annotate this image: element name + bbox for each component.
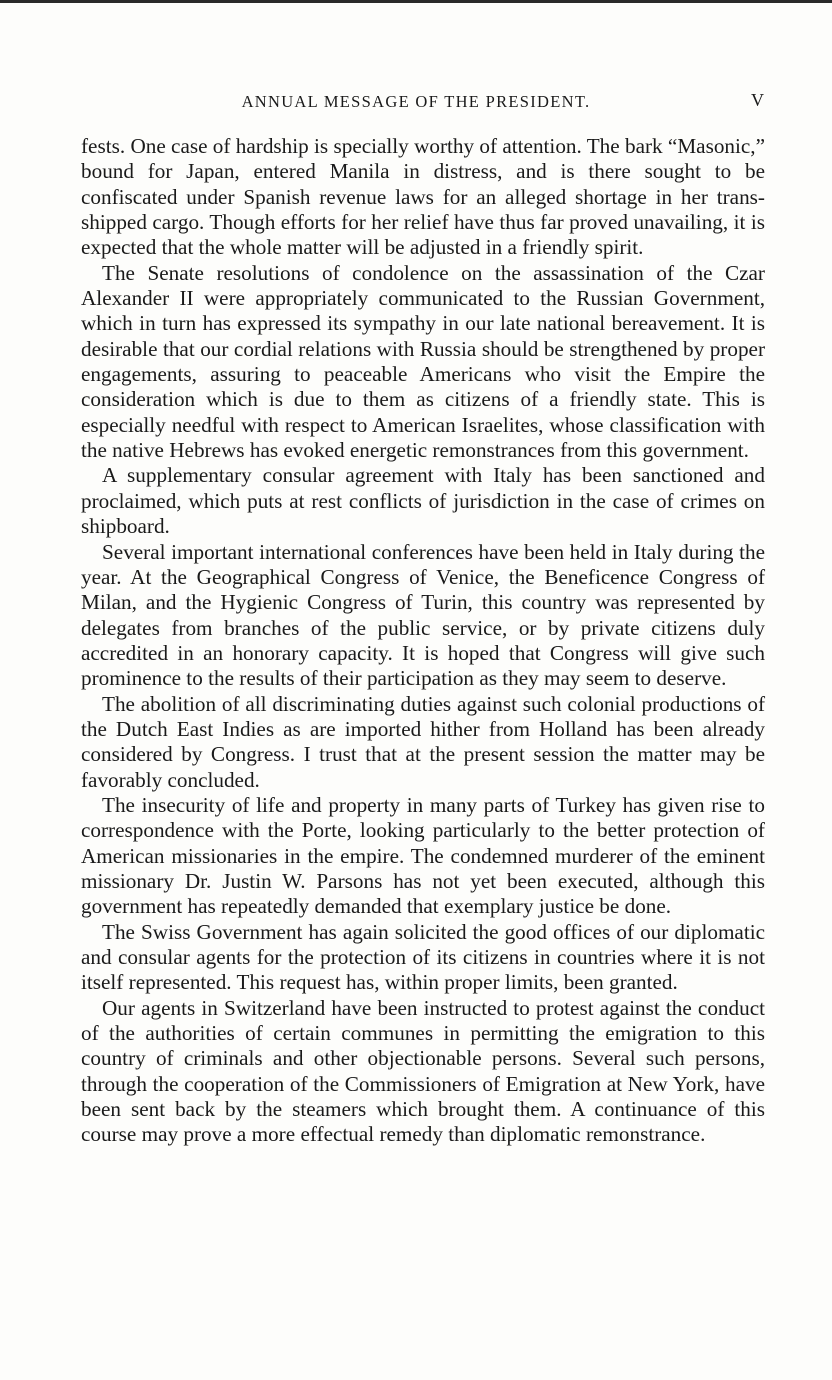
- top-border-rule: [0, 0, 832, 3]
- running-header: [0, 92, 832, 116]
- paragraph-switzerland-emigration: Our agents in Switzerland have been instructed to protest against the conduct of the authorities of certain communes in permitting the emigration to this country of criminals and other objectionable persons. Several such persons, through the cooperation of the Commissioners of Emigration at New York, have been sent back by the steamers which brought them. A continuance of this course may prove a more effectual remedy than diplomatic remonstrance.: [81, 995, 765, 1147]
- paragraph-russia: The Senate resolutions of condolence on the assassination of the Czar Alexander II were appropriately communicated to the Russian Government, which in turn has expressed its sympathy in our late national bereavement. It is desirable that our cordial relations with Russia should be strengthened by proper engagements, assuring to peaceable Americans who visit the Empire the consideration which is due to them as citizens of a friendly state. This is especially needful with respect to American Israelites, whose classification with the native Hebrews has evoked energetic remonstrances from this government.: [81, 260, 765, 463]
- page-number: V: [751, 90, 764, 110]
- running-title: ANNUAL MESSAGE OF THE PRESIDENT.: [241, 92, 591, 111]
- body-text: [81, 134, 765, 1148]
- paragraph-italy-consular: A supplementary consular agreement with Italy has been sanctioned and proclaimed, which puts at rest conflicts of jurisdiction in the case of crimes on shipboard.: [81, 463, 765, 539]
- paragraph-turkey: The insecurity of life and property in many parts of Turkey has given rise to correspondence with the Porte, looking particularly to the better protection of American missionaries in the empire. The condemned murderer of the eminent missionary Dr. Justin W. Parsons has not yet been executed, although this government has repeatedly demanded that exemplary justice be done.: [81, 792, 765, 919]
- paragraph-hardship-masonic: fests. One case of hardship is specially worthy of attention. The bark “Masonic,” bound for Japan, entered Manila in distress, and is there sought to be confiscated under Spanish revenue laws for an alleged shortage in her trans-shipped cargo. Though efforts for her relief have thus far proved unavailing, it is expected that the whole matter will be adjusted in a friendly spirit.: [81, 134, 765, 260]
- paragraph-italy-conferences: Several important international conferences have been held in Italy during the year. At the Geographical Congress of Venice, the Beneficence Congress of Milan, and the Hygienic Congress of Turin, this country was represented by delegates from branches of the public service, or by private citizens duly accredited in an honorary capacity. It is hoped that Congress will give such prominence to the results of their participation as they may seem to deserve.: [81, 539, 765, 691]
- paragraph-swiss-government: The Swiss Government has again solicited the good offices of our diplomatic and consular agents for the protection of its citizens in countries where it is not itself represented. This request has, within proper limits, been granted.: [81, 919, 765, 995]
- paragraph-dutch-east-indies: The abolition of all discriminating duties against such colonial productions of the Dutch East Indies as are imported hither from Holland has been already considered by Congress. I trust that at the present session the matter may be favorably concluded.: [81, 691, 765, 792]
